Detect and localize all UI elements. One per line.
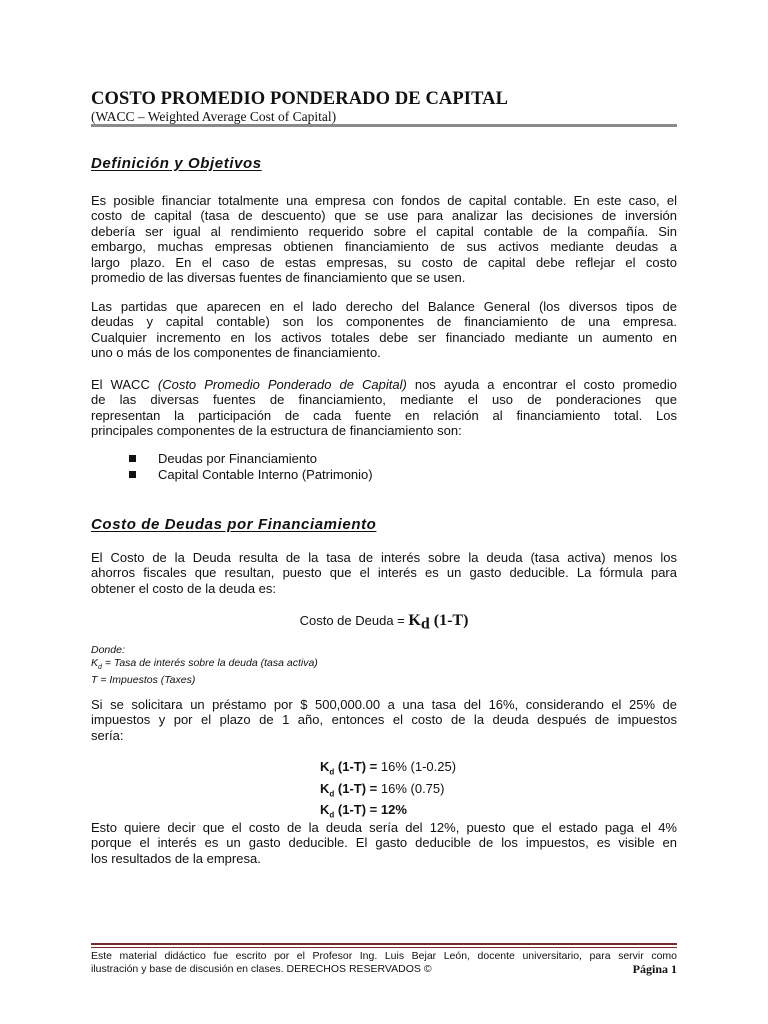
calc-k: K	[320, 780, 330, 796]
text-line: Cualquier incremento en los activos totales debe ser financiado mediante un aumento en	[91, 329, 677, 345]
footer-line	[91, 963, 677, 976]
text-line: principales componentes de la estructura de financiamiento son:	[91, 423, 462, 439]
footer-divider	[91, 943, 677, 945]
formula-k: K	[408, 612, 421, 629]
calc-lhs: (1-T) =	[334, 802, 381, 818]
section-heading-costo-deuda: Costo de Deudas por Financiamiento	[91, 516, 377, 533]
text-line: los resultados de la empresa.	[91, 850, 261, 866]
notes-t: T = Impuestos (Taxes)	[91, 674, 196, 687]
wacc-italic-text: (Costo Promedio Ponderado de Capital)	[157, 377, 407, 392]
text-line	[91, 377, 677, 392]
footer-line: Este material didáctico fue escrito por el Profesor Ing. Luis Bejar León, docente universitario, para servir como	[91, 950, 677, 962]
formula-subscript: d	[420, 615, 430, 633]
text-line: sería:	[91, 727, 124, 743]
notes-subscript: d	[98, 663, 102, 671]
text-line: impuestos y por el plazo de 1 año, entonces el costo de la deuda después de impuestos	[91, 712, 677, 728]
calculation-block	[320, 759, 456, 824]
text-line: de las diversas fuentes de financiamiento, mediante el uso de ponderaciones que	[91, 392, 677, 408]
calc-rhs: 16% (0.75)	[380, 780, 445, 796]
text-line: Es posible financiar totalmente una empresa con fondos de capital contable. En este caso, el	[91, 193, 677, 208]
square-bullet-icon	[129, 455, 136, 462]
text-line: costo de capital (tasa de descuento) que se use para analizar las decisiones de inversión	[91, 208, 677, 224]
calc-lhs: (1-T) =	[334, 759, 381, 774]
paragraph-costo-deuda-3	[91, 820, 677, 866]
text-line: representan la participación de cada fuente en relación al financiamiento total. Los	[91, 407, 677, 423]
formula-notes	[91, 644, 318, 687]
paragraph-definicion-3	[91, 377, 677, 439]
calc-k: K	[320, 759, 330, 774]
paragraph-definicion-1	[91, 193, 677, 285]
page-footer	[91, 950, 677, 976]
document-title: COSTO PROMEDIO PONDERADO DE CAPITAL	[91, 89, 509, 109]
footer-divider-thin	[91, 947, 677, 948]
text-line: deudas y capital contable) son los componentes de financiamiento de una empresa.	[91, 314, 677, 330]
list-item-label: Deudas por Financiamiento	[158, 451, 317, 466]
calc-lhs: (1-T) =	[334, 780, 381, 796]
footer-copyright: ilustración y base de discusión en clases. DERECHOS RESERVADOS ©	[91, 963, 432, 975]
calc-subscript: d	[329, 810, 335, 820]
cost-of-debt-formula	[91, 612, 677, 634]
calc-result: 12%	[380, 802, 407, 818]
text-span: El WACC	[91, 377, 158, 392]
text-line: Si se solicitara un préstamo por $ 500,000.00 a una tasa del 16%, considerando el 25% de	[91, 697, 677, 712]
text-span: nos ayuda a encontrar el costo promedio	[406, 377, 677, 392]
text-line: promedio de las diversas fuentes de financiamiento que se usen.	[91, 270, 466, 286]
calc-line	[320, 781, 456, 803]
text-line: Esto quiere decir que el costo de la deuda sería del 12%, puesto que el estado paga el 4%	[91, 820, 677, 835]
text-line: largo plazo. En el caso de estas empresas, su costo de capital debe reflejar el costo	[91, 254, 677, 270]
list-item-label: Capital Contable Interno (Patrimonio)	[158, 467, 373, 482]
paragraph-definicion-2	[91, 299, 677, 361]
page-number: Página 1	[632, 962, 677, 976]
text-line: embargo, muchas empresas obtienen financiamiento de sus activos mediante deudas a	[91, 239, 677, 255]
calc-subscript: d	[329, 767, 335, 777]
title-divider	[91, 124, 677, 127]
paragraph-costo-deuda-2	[91, 697, 677, 743]
text-line: obtener el costo de la deuda es:	[91, 580, 277, 596]
formula-rest: (1-T)	[429, 612, 469, 629]
calc-rhs: 16% (1-0.25)	[380, 759, 457, 774]
calc-k: K	[320, 802, 330, 818]
formula-label: Costo de Deuda =	[299, 613, 409, 628]
text-line: debería ser igual al rendimiento requerido sobre el capital contable de la compañía. Sin	[91, 223, 677, 239]
notes-donde: Donde:	[91, 644, 125, 656]
paragraph-costo-deuda-1	[91, 550, 677, 596]
notes-kd	[91, 657, 318, 675]
calc-line	[320, 759, 456, 781]
text-line: uno o más de los componentes de financiamiento.	[91, 345, 381, 361]
calc-subscript: d	[329, 789, 335, 799]
text-line: Las partidas que aparecen en el lado derecho del Balance General (los diversos tipos de	[91, 299, 677, 314]
notes-kd-text: = Tasa de interés sobre la deuda (tasa activa)	[101, 656, 318, 669]
notes-k: K	[91, 656, 99, 669]
section-heading-definicion: Definición y Objetivos	[91, 155, 262, 172]
text-line: porque el interés es un gasto deducible. El gasto deducible de los impuestos, es visible en	[91, 835, 677, 851]
text-line: ahorros fiscales que resultan, puesto que el interés es un gasto deducible. La fórmula para	[91, 565, 677, 581]
document-subtitle: (WACC – Weighted Average Cost of Capital)	[91, 109, 337, 124]
square-bullet-icon	[129, 471, 136, 478]
text-line: El Costo de la Deuda resulta de la tasa de interés sobre la deuda (tasa activa) menos los	[91, 550, 677, 565]
